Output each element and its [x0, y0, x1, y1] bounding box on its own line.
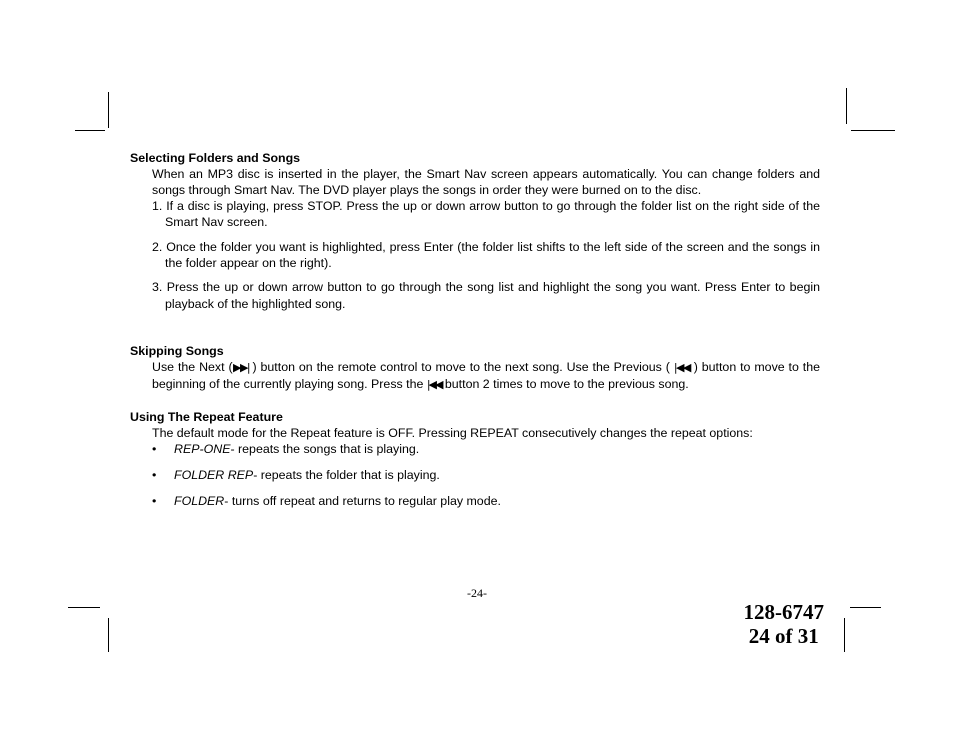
step-3: 3. Press the up or down arrow button to go through the song list and highlight the song you want. Press Enter to begin playback of the highlighted song.: [152, 280, 820, 311]
section-heading-selecting: Selecting Folders and Songs: [130, 151, 301, 165]
manual-content: [130, 150, 820, 509]
crop-mark: [846, 88, 847, 124]
bullet-icon: •: [152, 442, 157, 456]
document-id: [744, 600, 825, 648]
step-2: 2. Once the folder you want is highlighted, press Enter (the folder list shifts to the left side of the screen and the songs in the folder appear on the right).: [152, 240, 820, 270]
crop-mark: [844, 618, 845, 652]
previous-track-icon: |◀◀: [673, 361, 690, 374]
section-heading-skipping: Skipping Songs: [130, 344, 224, 358]
crop-mark: [108, 618, 109, 652]
crop-mark: [75, 130, 105, 131]
crop-mark: [850, 607, 881, 608]
list-item: • FOLDER REP- repeats the folder that is playing.: [152, 468, 440, 482]
crop-mark: [68, 607, 100, 608]
crop-mark: [108, 92, 109, 128]
previous-track-icon: |◀◀: [426, 378, 442, 391]
list-item: • REP-ONE- repeats the songs that is playing.: [152, 442, 420, 456]
selecting-intro: When an MP3 disc is inserted in the player, the Smart Nav screen appears automatically. You can change folders and songs through Smart Nav. The DVD player plays the songs in order they were burned on to the disc.: [152, 167, 820, 197]
skipping-text: Use the Next (▶▶| ) button on the remote control to move to the next song. Use the Previous ( |◀◀ ) button to move to the beginning of the currently playing song. Press the |◀◀ button 2 times to move to the previous song.: [152, 360, 821, 391]
repeat-intro: The default mode for the Repeat feature is OFF. Pressing REPEAT consecutively changes the repeat options:: [152, 426, 753, 440]
page-number: -24-: [467, 586, 487, 600]
next-track-icon: ▶▶|: [232, 361, 249, 374]
bullet-icon: •: [152, 494, 157, 508]
step-1: 1. If a disc is playing, press STOP. Press the up or down arrow button to go through the folder list on the right side of the Smart Nav screen.: [152, 199, 820, 229]
crop-mark: [851, 130, 895, 131]
list-item: • FOLDER- turns off repeat and returns to regular play mode.: [152, 494, 501, 508]
document-number: 128-6747: [743, 600, 824, 624]
section-heading-repeat: Using The Repeat Feature: [130, 410, 283, 424]
bullet-icon: •: [152, 468, 157, 482]
page-of-count: 24 of 31: [748, 624, 819, 648]
